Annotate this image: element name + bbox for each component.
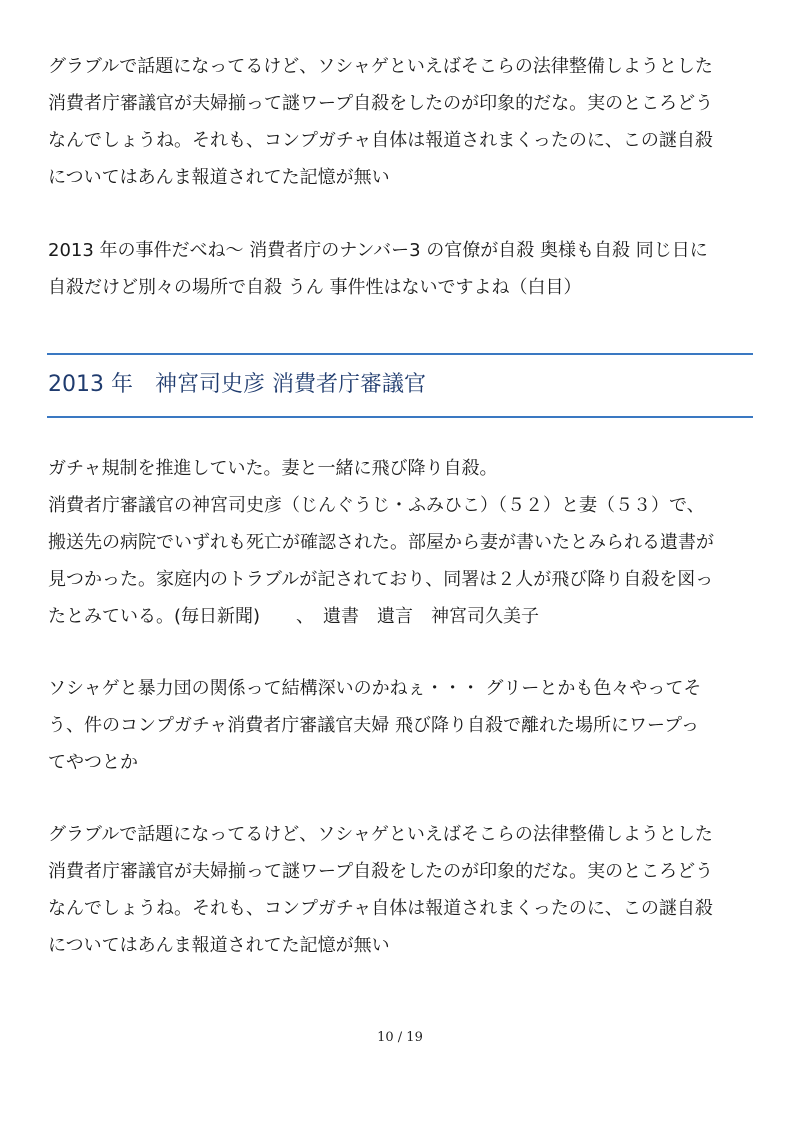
text-line: についてはあんま報道されてた記憶が無い <box>48 935 390 956</box>
page-number: 10 / 19 <box>377 1030 423 1045</box>
text-line: 見つかった。家庭内のトラブルが記されており、同署は２人が飛び降り自殺を図っ <box>48 569 714 590</box>
text-line: グラブルで話題になってるけど、ソシャゲといえばそこらの法律整備しようとした <box>48 824 713 845</box>
text-line: 消費者庁審議官が夫婦揃って謎ワープ自殺をしたのが印象的だな。実のところどう <box>48 861 714 882</box>
section-heading: 2013 年 神宮司史彦 消費者庁審議官 <box>48 372 426 397</box>
text-line: なんでしょうね。それも、コンプガチャ自体は報道されまくったのに、この謎自殺 <box>48 898 713 919</box>
heading-top-rule <box>47 353 753 355</box>
text-line: たとみている。(毎日新聞) 、 遺書 遺言 神宮司久美子 <box>48 606 540 627</box>
paragraph-news <box>48 450 758 635</box>
text-line: てやつとか <box>48 752 138 773</box>
paragraph-repeat <box>48 816 758 964</box>
paragraph-intro <box>48 48 758 196</box>
text-line: 自殺だけど別々の場所で自殺 うん 事件性はないですよね（白目） <box>48 277 582 298</box>
text-line: ガチャ規制を推進していた。妻と一緒に飛び降り自殺。 <box>48 458 498 479</box>
paragraph-reply <box>48 232 758 306</box>
text-line: 搬送先の病院でいずれも死亡が確認された。部屋から妻が書いたとみられる遺書が <box>48 532 714 553</box>
text-line: なんでしょうね。それも、コンプガチャ自体は報道されまくったのに、この謎自殺 <box>48 130 713 151</box>
text-line: グラブルで話題になってるけど、ソシャゲといえばそこらの法律整備しようとした <box>48 56 713 77</box>
text-line: ソシャゲと暴力団の関係って結構深いのかねぇ・・・ グリーとかも色々やってそ <box>48 678 702 699</box>
text-line: う、件のコンプガチャ消費者庁審議官夫婦 飛び降り自殺で離れた場所にワープっ <box>48 715 700 736</box>
text-line: 2013 年の事件だべね～ 消費者庁のナンバー3 の官僚が自殺 奥様も自殺 同じ日に <box>48 240 708 261</box>
text-line: 消費者庁審議官が夫婦揃って謎ワープ自殺をしたのが印象的だな。実のところどう <box>48 93 714 114</box>
paragraph-comment <box>48 670 758 781</box>
heading-bottom-rule <box>47 416 753 418</box>
text-line: 消費者庁審議官の神宮司史彦（じんぐうじ・ふみひこ）（５２）と妻（５３）で、 <box>48 495 705 516</box>
text-line: についてはあんま報道されてた記憶が無い <box>48 167 390 188</box>
